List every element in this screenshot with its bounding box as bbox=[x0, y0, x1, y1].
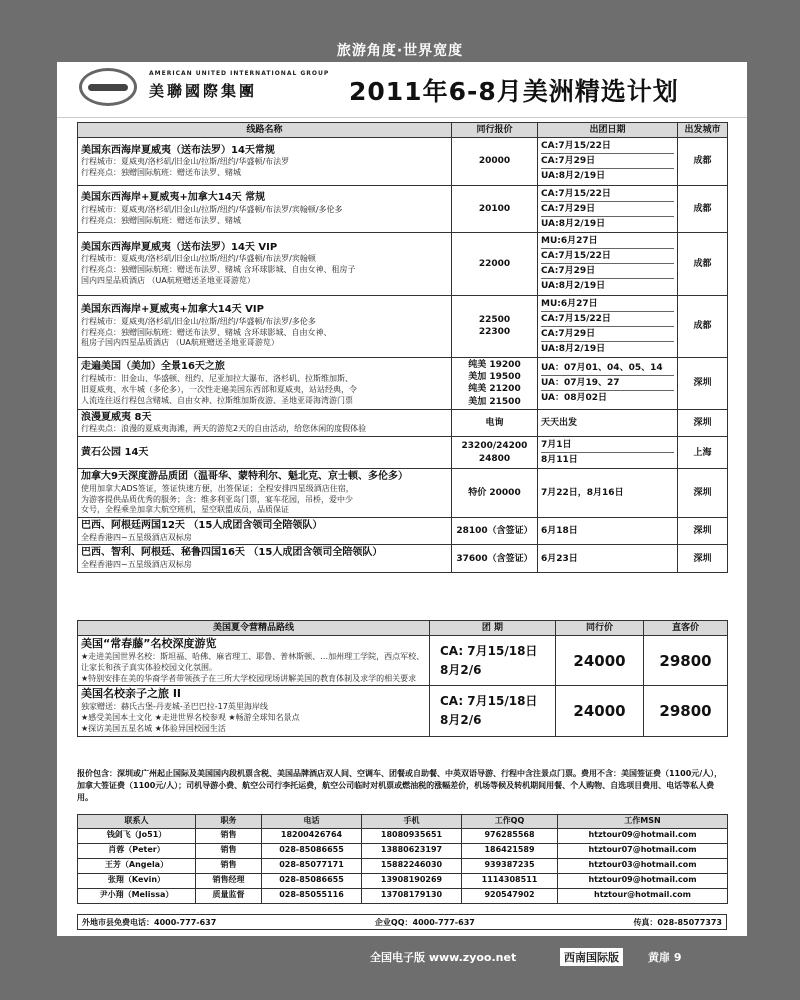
route-title: 美国东西海岸夏威夷（送布法罗）14天 VIP bbox=[81, 241, 278, 253]
contact-qq: 976285568 bbox=[462, 828, 558, 843]
price-value: 23200/24200 bbox=[461, 441, 528, 452]
price-cell bbox=[452, 469, 538, 518]
departure-date: CA:7月15/22日 bbox=[541, 187, 674, 202]
route-title: 走遍美国（美加）全景16天之旅 bbox=[81, 361, 225, 373]
price-value: 22500 bbox=[478, 315, 511, 326]
price-value: 纯美 21200 bbox=[468, 384, 521, 395]
departure-date: UA：07月19、27 bbox=[541, 376, 674, 391]
route-cell bbox=[78, 295, 452, 358]
hotline-number: 外地市县免费电话：4000-777-637 bbox=[82, 918, 217, 927]
departure-date: 天天出发 bbox=[541, 417, 578, 428]
contact-phone: 028-85086655 bbox=[262, 843, 362, 858]
corporate-qq: 企业QQ：4000-777-637 bbox=[374, 918, 475, 927]
hotline-bar bbox=[77, 914, 727, 930]
contact-phone: 18200426764 bbox=[262, 828, 362, 843]
route-title: 黄石公园 14天 bbox=[81, 446, 149, 458]
departure-date: CA:7月29日 bbox=[541, 202, 674, 217]
departure-date: 7月1日 bbox=[541, 438, 674, 453]
footer-page-number: 黄扉 9 bbox=[648, 951, 682, 964]
route-row bbox=[78, 545, 728, 572]
price-value: 20100 bbox=[478, 203, 511, 214]
camp-detail-line: 独家赠送：赫氏古堡-丹麦城-圣巴巴拉-17英里海岸线 bbox=[81, 702, 268, 712]
camp-route-cell bbox=[78, 686, 430, 736]
contact-row bbox=[78, 828, 728, 843]
route-detail-line: 国内四星品质酒店 （UA航班赠送圣地亚哥游览） bbox=[81, 275, 255, 285]
dates-cell bbox=[538, 545, 678, 572]
contact-name: 王芳（Angela） bbox=[78, 858, 196, 873]
advertisement-page bbox=[57, 62, 747, 936]
departure-city: 上海 bbox=[678, 436, 728, 468]
route-cell bbox=[78, 545, 452, 572]
camp-detail-line: ★特别安排在美的华裔学者带领孩子在三所大学校园现场讲解美国的教育体制及求学的相关要求 bbox=[81, 673, 417, 683]
route-title: 加拿大9天深度游品质团（温哥华、蒙特利尔、魁北克、京士顿、多伦多） bbox=[81, 471, 408, 483]
camp-date: 8月2/6 bbox=[440, 712, 482, 727]
departure-date: CA:7月15/22日 bbox=[541, 249, 674, 264]
contact-role: 销售 bbox=[196, 858, 262, 873]
routes-header-row bbox=[78, 123, 728, 138]
route-detail-line: 行程亮点：独赠国际航班：赠送布法罗、赌城 含环球影城、自由女神、租房子 bbox=[81, 265, 356, 275]
departure-date: CA:7月15/22日 bbox=[541, 312, 674, 327]
departure-date: CA:7月29日 bbox=[541, 327, 674, 342]
col-contact: 联系人 bbox=[78, 815, 196, 829]
price-value: 28100（含签证） bbox=[456, 526, 533, 537]
departure-date: UA:8月2/19日 bbox=[541, 281, 606, 292]
contact-msn: htztour@hotmail.com bbox=[558, 888, 728, 903]
price-value: 美加 21500 bbox=[468, 396, 521, 407]
contact-name: 尹小翔（Melissa） bbox=[78, 888, 196, 903]
camp-retail-price: 29800 bbox=[644, 686, 728, 736]
route-detail-line: 全程香港四~五星级酒店双标房 bbox=[81, 559, 192, 569]
camp-row bbox=[78, 636, 728, 686]
contact-role: 质量监督 bbox=[196, 888, 262, 903]
price-value: 纯美 19200 bbox=[468, 360, 521, 371]
contact-msn: htztour09@hotmail.com bbox=[558, 873, 728, 888]
route-row bbox=[78, 138, 728, 185]
price-value: 特价 20000 bbox=[468, 488, 521, 499]
ad-header bbox=[57, 62, 747, 118]
dates-cell bbox=[538, 232, 678, 295]
dates-cell bbox=[538, 185, 678, 232]
contact-qq: 186421589 bbox=[462, 843, 558, 858]
camp-title: 美国“常春藤”名校深度游览 bbox=[81, 637, 217, 651]
departure-date: MU:6月27日 bbox=[541, 234, 674, 249]
contact-qq: 920547902 bbox=[462, 888, 558, 903]
price-cell bbox=[452, 436, 538, 468]
route-detail-line: 行程亮点：独赠国际航班：赠送布法罗、赌城 bbox=[81, 168, 241, 178]
departure-city: 成都 bbox=[678, 138, 728, 185]
contact-role: 销售经理 bbox=[196, 873, 262, 888]
page-footer bbox=[0, 944, 800, 974]
departure-date: CA:7月29日 bbox=[541, 264, 674, 279]
departure-city: 成都 bbox=[678, 232, 728, 295]
contact-name: 肖蓉（Peter） bbox=[78, 843, 196, 858]
summer-camp-table bbox=[77, 620, 728, 737]
dates-cell bbox=[538, 358, 678, 410]
contact-msn: htztour07@hotmail.com bbox=[558, 843, 728, 858]
contact-qq: 939387235 bbox=[462, 858, 558, 873]
price-value: 24800 bbox=[478, 453, 511, 464]
departure-date: 6月18日 bbox=[541, 526, 578, 537]
contact-name: 钱剑飞（Jo51） bbox=[78, 828, 196, 843]
contacts-table bbox=[77, 814, 728, 904]
price-cell bbox=[452, 138, 538, 185]
route-cell bbox=[78, 185, 452, 232]
price-value: 37600（含签证） bbox=[456, 553, 533, 564]
departure-date: UA:8月2/19日 bbox=[541, 343, 606, 354]
route-row bbox=[78, 295, 728, 358]
fax-number: 传真：028-85077373 bbox=[633, 918, 722, 927]
route-detail-line: 行程亮点：独赠国际航班：赠送布法罗、赌城 含环球影城、自由女神、 bbox=[81, 327, 332, 337]
departure-date: 8月11日 bbox=[541, 455, 578, 466]
camp-header-row bbox=[78, 621, 728, 636]
contact-row bbox=[78, 858, 728, 873]
col-retail-price: 直客价 bbox=[644, 621, 728, 636]
route-detail-line: 行程亮点：独赠国际航班：赠送布法罗、赌城 bbox=[81, 215, 241, 225]
dates-cell bbox=[538, 518, 678, 545]
contact-msn: htztour03@hotmail.com bbox=[558, 858, 728, 873]
route-row bbox=[78, 469, 728, 518]
contact-qq: 1114308511 bbox=[462, 873, 558, 888]
col-phone: 电话 bbox=[262, 815, 362, 829]
camp-detail-line: ★走进美国世界名校：斯坦福、哈佛、麻省理工、耶鲁、普林斯顿、…加州理工学院，西点军校、让家长和孩子真实体验校园文化氛围。 bbox=[81, 651, 425, 672]
dates-cell bbox=[538, 469, 678, 518]
dates-cell bbox=[538, 436, 678, 468]
contact-name: 张翔（Kevin） bbox=[78, 873, 196, 888]
camp-row bbox=[78, 686, 728, 736]
contact-phone: 028-85055116 bbox=[262, 888, 362, 903]
contact-mobile: 15882246030 bbox=[362, 858, 462, 873]
contact-mobile: 18080935651 bbox=[362, 828, 462, 843]
route-cell bbox=[78, 436, 452, 468]
price-notes: 报价包含：深圳或广州起止国际及美国国内段机票含税、美国品牌酒店双人间、空调车、团餐或自助餐、中英双语导游、行程中含注景点门票。费用不含：美国签证费（1100元/人），加拿大签证费（1100元/人）；司机导游小费、航空公司行李托运费，航空公司临时对机票或燃油税的涨幅差价，机场等候及转机期间用餐、个人购物、自选项目费用、电话等私人费用。 bbox=[77, 769, 723, 802]
camp-retail-price: 29800 bbox=[644, 636, 728, 686]
camp-dates-cell bbox=[430, 636, 556, 686]
footer-edition: 西南国际版 bbox=[560, 948, 623, 966]
col-price: 同行报价 bbox=[452, 123, 538, 138]
departure-date: UA:8月2/19日 bbox=[541, 171, 606, 182]
departure-date: UA：07月01、04、05、14 bbox=[541, 361, 674, 376]
contact-phone: 028-85086655 bbox=[262, 873, 362, 888]
col-camp-dates: 团 期 bbox=[430, 621, 556, 636]
route-detail-line: 行程城市：夏威夷/洛杉矶/旧金山/拉斯/纽约/华盛顿/布法罗 bbox=[81, 157, 290, 167]
route-row bbox=[78, 436, 728, 468]
departure-city: 深圳 bbox=[678, 469, 728, 518]
camp-dates-cell bbox=[430, 686, 556, 736]
footer-site: 全国电子版 www.zyoo.net bbox=[370, 951, 517, 964]
departure-date: UA:8月2/19日 bbox=[541, 218, 606, 229]
route-detail-line: 人流连往返行程包含赌城、自由女神、拉斯维加斯夜游、圣地亚哥海湾游门票 bbox=[81, 395, 353, 405]
contact-role: 销售 bbox=[196, 828, 262, 843]
camp-trade-price: 24000 bbox=[556, 686, 644, 736]
route-row bbox=[78, 185, 728, 232]
masthead-slogan: 旅游角度·世界宽度 bbox=[336, 43, 464, 59]
col-dates: 出团日期 bbox=[538, 123, 678, 138]
contact-row bbox=[78, 843, 728, 858]
route-cell bbox=[78, 469, 452, 518]
contact-mobile: 13880623197 bbox=[362, 843, 462, 858]
camp-route-cell bbox=[78, 636, 430, 686]
dates-cell bbox=[538, 138, 678, 185]
col-qq: 工作QQ bbox=[462, 815, 558, 829]
route-detail-line: 行程城市：旧金山、华盛顿、纽约、尼亚加拉大瀑布、洛杉矶、拉斯维加斯、 bbox=[81, 373, 353, 383]
masthead bbox=[0, 0, 800, 60]
col-route: 线路名称 bbox=[78, 123, 452, 138]
camp-trade-price: 24000 bbox=[556, 636, 644, 686]
contact-msn: htztour09@hotmail.com bbox=[558, 828, 728, 843]
route-title: 美国东西海岸+夏威夷+加拿大14天 常规 bbox=[81, 192, 266, 204]
route-cell bbox=[78, 518, 452, 545]
route-title: 美国东西海岸夏威夷（送布法罗）14天常规 bbox=[81, 144, 275, 156]
route-detail-line: 全程香港四~五星级酒店双标房 bbox=[81, 532, 192, 542]
contact-row bbox=[78, 888, 728, 903]
contact-mobile: 13908190269 bbox=[362, 873, 462, 888]
departure-city: 成都 bbox=[678, 295, 728, 358]
price-value: 电询 bbox=[485, 417, 504, 428]
departure-date: CA:7月29日 bbox=[541, 154, 674, 169]
col-city: 出发城市 bbox=[678, 123, 728, 138]
departure-city: 成都 bbox=[678, 185, 728, 232]
routes-table bbox=[77, 122, 728, 573]
price-cell bbox=[452, 185, 538, 232]
departure-date: CA:7月15/22日 bbox=[541, 139, 674, 154]
col-mobile: 手机 bbox=[362, 815, 462, 829]
route-title: 浪漫夏威夷 8天 bbox=[81, 411, 152, 423]
departure-city: 深圳 bbox=[678, 358, 728, 410]
col-role: 职务 bbox=[196, 815, 262, 829]
price-cell bbox=[452, 295, 538, 358]
camp-date: CA: 7月15/18日 bbox=[440, 643, 538, 658]
contact-phone: 028-85077171 bbox=[262, 858, 362, 873]
route-cell bbox=[78, 232, 452, 295]
col-trade-price: 同行价 bbox=[556, 621, 644, 636]
price-value: 22300 bbox=[478, 327, 511, 338]
price-cell bbox=[452, 358, 538, 410]
route-row bbox=[78, 232, 728, 295]
company-logo-icon bbox=[79, 68, 137, 106]
price-value: 美加 19500 bbox=[468, 372, 521, 383]
contact-row bbox=[78, 873, 728, 888]
route-detail-line: 使用加拿大ADS签证，签证快速方便，出签保证；全程安排四星级酒店住宿， bbox=[81, 483, 354, 493]
departure-date: UA：08月02日 bbox=[541, 393, 608, 404]
route-detail-line: 旧夏威夷、水牛城（多伦多），一次性走遍美国东西部和夏威夷，站站经典，令 bbox=[81, 384, 357, 394]
route-row bbox=[78, 409, 728, 436]
route-cell bbox=[78, 138, 452, 185]
departure-city: 深圳 bbox=[678, 518, 728, 545]
contacts-header-row bbox=[78, 815, 728, 829]
dates-cell bbox=[538, 295, 678, 358]
departure-date: 6月23日 bbox=[541, 553, 578, 564]
camp-title: 美国名校亲子之旅 II bbox=[81, 687, 182, 701]
departure-city: 深圳 bbox=[678, 409, 728, 436]
route-cell bbox=[78, 358, 452, 410]
col-camp-route: 美国夏令营精品路线 bbox=[78, 621, 430, 636]
route-detail-line: 行程城市：夏威夷/洛杉矶/旧金山/拉斯/纽约/华盛顿/布法罗/宾翰顿/多伦多 bbox=[81, 204, 343, 214]
camp-detail-line: ★感受美国本土文化 ★走进世界名校参观 ★畅游全球知名景点 bbox=[81, 713, 300, 723]
col-msn: 工作MSN bbox=[558, 815, 728, 829]
contact-role: 销售 bbox=[196, 843, 262, 858]
price-cell bbox=[452, 545, 538, 572]
departure-date: 7月22日，8月16日 bbox=[541, 488, 624, 499]
price-cell bbox=[452, 232, 538, 295]
camp-detail-line: ★探访美国五星名城 ★体验异国校园生活 bbox=[81, 723, 226, 733]
company-name-cn: 美聯國際集團 bbox=[149, 82, 258, 100]
price-value: 20000 bbox=[478, 156, 511, 167]
route-detail-line: 为游客提供品质优秀的服务；含：维多利亚岛门票，宴车花园，吊桥，爱中少 bbox=[81, 494, 353, 504]
route-row bbox=[78, 358, 728, 410]
route-cell bbox=[78, 409, 452, 436]
plan-title: 2011年6-8月美洲精选计划 bbox=[349, 77, 679, 106]
price-cell bbox=[452, 409, 538, 436]
camp-date: 8月2/6 bbox=[440, 662, 482, 677]
contact-mobile: 13708179130 bbox=[362, 888, 462, 903]
route-detail-line: 女号，全程乘坐加拿大航空班机，星空联盟成员，品质保证 bbox=[81, 505, 289, 515]
price-value: 22000 bbox=[478, 258, 511, 269]
route-title: 巴西、智利、阿根廷、秘鲁四国16天 （15人成团含领司全陪领队） bbox=[81, 547, 383, 559]
dates-cell bbox=[538, 409, 678, 436]
company-name-en: AMERICAN UNITED INTERNATIONAL GROUP bbox=[149, 70, 330, 77]
route-detail-line: 行程城市：夏威夷/洛杉矶/旧金山/拉斯/纽约/华盛顿/布法罗/多伦多 bbox=[81, 316, 316, 326]
camp-date: CA: 7月15/18日 bbox=[440, 693, 538, 708]
route-detail-line: 行程卖点：浪漫的夏威夷海滩，两天的游览2天的自由活动，给您休闲的度假体验 bbox=[81, 424, 367, 434]
route-detail-line: 行程城市：夏威夷/洛杉矶/旧金山/拉斯/纽约/华盛顿/布法罗/宾翰顿 bbox=[81, 254, 316, 264]
route-title: 美国东西海岸+夏威夷+加拿大14天 VIP bbox=[81, 304, 264, 316]
route-title: 巴西、阿根廷两国12天 （15人成团含领司全陪领队） bbox=[81, 520, 323, 532]
route-row bbox=[78, 518, 728, 545]
route-detail-line: 租房子国内四星品质酒店 （UA航班赠送圣地亚哥游览） bbox=[81, 338, 279, 348]
departure-city: 深圳 bbox=[678, 545, 728, 572]
departure-date: MU:6月27日 bbox=[541, 297, 674, 312]
price-cell bbox=[452, 518, 538, 545]
